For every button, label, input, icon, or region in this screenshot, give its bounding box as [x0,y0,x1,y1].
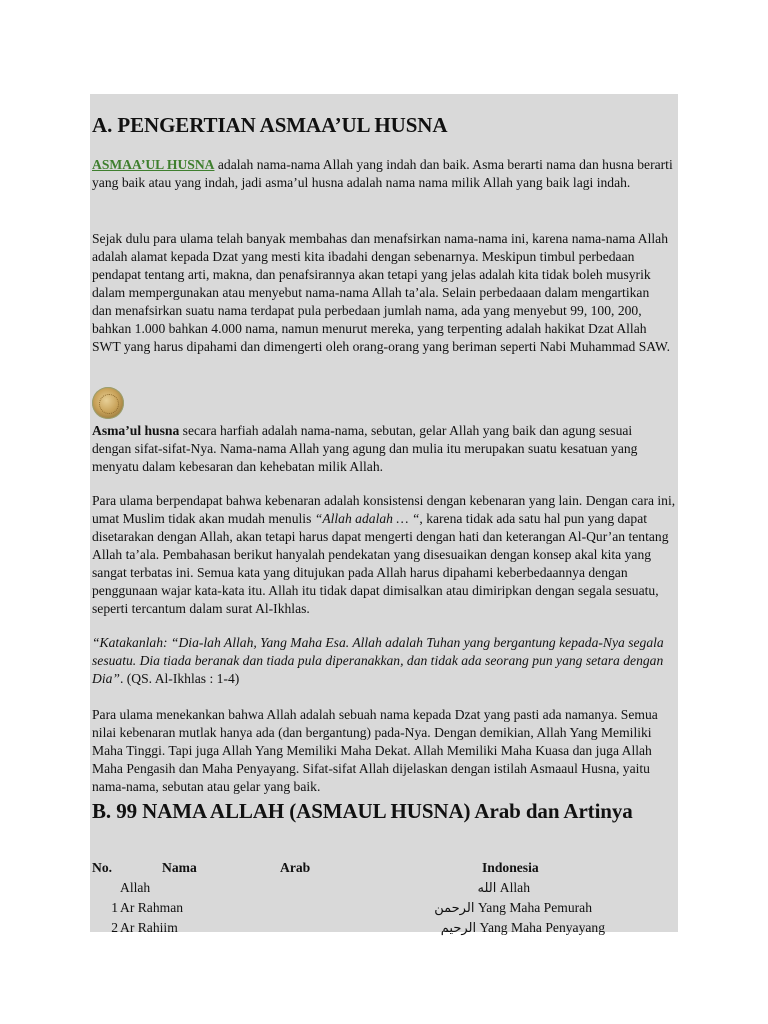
ornament-image [92,387,124,419]
asmaul-husna-table [92,860,662,940]
asmaul-husna-link[interactable]: ASMAA’UL HUSNA [92,157,215,172]
table-row: 2 Ar Rahiim الرحيم Yang Maha Penyayang [111,920,605,936]
document-content [92,112,680,936]
table-header-row [92,860,662,880]
paragraph-ulama-history: Sejak dulu para ulama telah banyak membahas dan menafsirkan nama-nama ini, karena nama-nama Allah adalah alamat kepada Dzat yang mesti kita ibadahi dengan sebenarnya. Meskipun timbul perbedaan pendapat tentang arti, makna, dan penafsirannya akan tetapi yang jelas adalah kita tidak boleh musyrik dalam mempergunakan atau menyebut nama-nama Allah ta’ala. Selain perbedaaan dalam mengartikan dan menafsirkan suatu nama terdapat pula perbedaan jumlah nama, ada yang menyebut 99, 100, 200, bahkan 1.000 bahkan 4.000 nama, namun menurut mereka, yang terpenting adalah hakikat Dzat Allah SWT yang harus dipahami dan dimengerti oleh orang-orang yang beriman seperti Nabi Muhammad SAW. [92,231,671,354]
document-page [90,94,678,936]
header-no: No. [92,860,113,875]
paragraph-penekanan: Para ulama menekankan bahwa Allah adalah sebuah nama kepada Dzat yang pasti ada namanya. Semua nilai kebenaran mutlak hanya ada (dan bergantung) pada-Nya. Dengan demikian, Allah Yang Memiliki Maha Tinggi. Tapi juga Allah Yang Memiliki Maha Dekat. Allah Memiliki Maha Kuasa dan juga Allah Maha Pengasih dan Maha Penyayang. Sifat-sifat Allah dijelaskan dengan istilah Asmaaul Husna, yaitu nama-nama, sebutan atau gelar yang baik. [92,707,658,794]
paragraph-kebenaran: Para ulama berpendapat bahwa kebenaran adalah konsistensi dengan kebenaran yang lain. Dengan cara ini, umat Muslim tidak akan mudah menulis “Allah adalah … “, karena tidak ada satu hal pun yang dapat disetarakan dengan Allah, akan tetapi harus dapat mengerti dengan hati dan keterangan Al-Qur’an tentang Allah ta’ala. Pembahasan berikut hanyalah pendekatan yang disesuaikan dengan konsep akal kita yang sangat terbatas ini. Semua kata yang ditujukan pada Allah harus dipahami keberbedaannya dengan penggunaan wajar kata-kata itu. Allah itu tidak dapat dimisalkan atau dimiripkan dengan segala sesuatu, seperti tercantum dalam surat Al-Ikhlas. [92,493,676,616]
paragraph-definition: ASMAA’UL HUSNA adalah nama-nama Allah yang indah dan baik. Asma berarti nama dan husna berarti yang baik atau yang indah, jadi asma’ul husna adalah nama nama milik Allah yang baik lagi indah. [92,157,673,190]
header-arab: Arab [280,860,311,875]
paragraph-harfiah: Asma’ul husna secara harfiah adalah nama-nama, sebutan, gelar Allah yang baik dan agung sesuai dengan sifat-sifat-Nya. Nama-nama Allah yang agung dan mulia itu merupakan suatu kesatuan yang menyatu dalam kebesaran dan kehebatan milik Allah. [92,423,638,474]
table-row: 1 Ar Rahman الرحمن Yang Maha Pemurah [111,900,592,916]
header-indonesia: Indonesia [482,860,539,875]
table-row: Allah الله Allah [120,880,530,896]
paragraph-al-ikhlas-quote: “Katakanlah: “Dia-lah Allah, Yang Maha Esa. Allah adalah Tuhan yang bergantung kepada-Nya segala sesuatu. Dia tiada beranak dan tiada pula diperanakkan, dan tidak ada seorang pun yang setara dengan Dia”. (QS. Al-Ikhlas : 1-4) [92,635,664,686]
heading-pengertian: A. PENGERTIAN ASMAA’UL HUSNA [92,113,448,137]
header-nama: Nama [162,860,197,875]
heading-99-nama: B. 99 NAMA ALLAH (ASMAUL HUSNA) Arab dan Artinya [92,799,633,823]
